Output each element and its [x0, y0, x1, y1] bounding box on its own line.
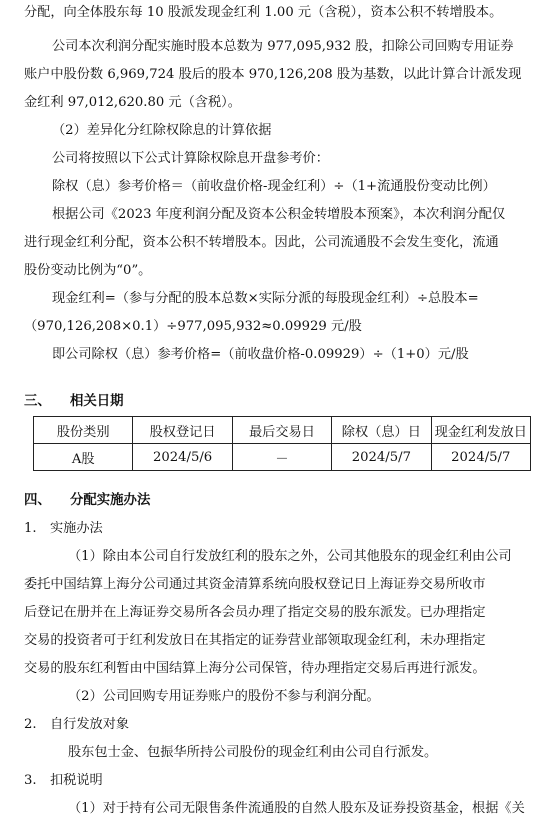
paragraph-line: （2）公司回购专用证券账户的股份不参与利润分配。 — [68, 689, 380, 704]
table-header-cell: 股份类别 — [34, 417, 133, 444]
table-header-cell: 除权（息）日 — [332, 417, 431, 444]
paragraph-line: 根据公司《2023 年度利润分配及资本公积金转增股本预案》，本次利润分配仅 — [52, 207, 506, 222]
subsection-heading — [24, 771, 530, 791]
subsection-number: 3. — [24, 773, 37, 788]
subsection-number: 2. — [24, 717, 37, 732]
formula-line: 除权（息）参考价格＝（前收盘价格-现金红利）÷（1+流通股份变动比例） — [52, 179, 496, 194]
subsection-number: 1. — [24, 521, 37, 536]
table-cell: 2024/5/6 — [133, 444, 232, 471]
paragraph-line: 进行现金红利分配，资本公积不转增股本。因此，公司流通股不会发生变化，流通 — [24, 235, 499, 250]
paragraph-line: 公司本次利润分配实施时股本总数为 977,095,932 股，扣除公司回购专用证券 — [52, 39, 514, 54]
table-header-cell: 现金红利发放日 — [431, 417, 530, 444]
subheading: （2）差异化分红除权除息的计算依据 — [52, 123, 272, 138]
section-number: 四、 — [24, 493, 51, 508]
paragraph-line: 委托中国结算上海分公司通过其资金清算系统向股权登记日上海证券交易所收市 — [24, 577, 486, 592]
table-cell: － — [232, 444, 331, 471]
paragraph-line: 交易的股东红利暂由中国结算上海分公司保管，待办理指定交易后再进行派发。 — [24, 661, 486, 676]
formula-line: 现金红利=（参与分配的股本总数×实际分派的每股现金红利）÷总股本= — [52, 291, 479, 306]
paragraph-line: 分配，向全体股东每 10 股派发现金红利 1.00 元（含税），资本公积不转增股本。 — [24, 5, 503, 20]
paragraph-line: 金红利 97,012,620.80 元（含税）。 — [24, 95, 241, 110]
paragraph-line: 交易的投资者可于红利发放日在其指定的证券营业部领取现金红利，未办理指定 — [24, 633, 486, 648]
section-title: 相关日期 — [70, 394, 124, 409]
section-number: 三、 — [24, 394, 51, 409]
dates-table — [33, 416, 531, 471]
table-row — [34, 444, 531, 471]
formula-line: （970,126,208×0.1）÷977,095,932≈0.09929 元/股 — [24, 319, 362, 334]
section-heading — [24, 491, 530, 511]
subsection-heading — [24, 519, 530, 539]
paragraph-line: 账户中股份数 6,969,724 股后的股本 970,126,208 股为基数，以此计算合计派发现 — [24, 67, 522, 82]
subsection-heading — [24, 715, 530, 735]
paragraph-line: 公司将按照以下公式计算除权除息开盘参考价： — [52, 151, 329, 166]
table-cell: A股 — [34, 444, 133, 471]
paragraph-line: 股份变动比例为“0”。 — [24, 263, 152, 278]
subsection-title: 自行发放对象 — [50, 717, 130, 732]
table-header-cell: 股权登记日 — [133, 417, 232, 444]
table-cell: 2024/5/7 — [332, 444, 431, 471]
section-heading — [24, 392, 530, 412]
table-header-row — [34, 417, 531, 444]
table-cell: 2024/5/7 — [431, 444, 530, 471]
paragraph-line: （1）对于持有公司无限售条件流通股的自然人股东及证券投资基金，根据《关 — [68, 801, 525, 816]
formula-line: 即公司除权（息）参考价格=（前收盘价格-0.09929）÷（1+0）元/股 — [52, 347, 469, 362]
section-title: 分配实施办法 — [70, 493, 151, 508]
table-header-cell: 最后交易日 — [232, 417, 331, 444]
paragraph-line: （1）除由本公司自行发放红利的股东之外，公司其他股东的现金红利由公司 — [68, 549, 512, 564]
subsection-title: 实施办法 — [50, 521, 103, 536]
subsection-title: 扣税说明 — [50, 773, 103, 788]
paragraph-line: 股东包士金、包振华所持公司股份的现金红利由公司自行派发。 — [68, 745, 438, 760]
paragraph-line: 后登记在册并在上海证券交易所各会员办理了指定交易的股东派发。已办理指定 — [24, 605, 486, 620]
